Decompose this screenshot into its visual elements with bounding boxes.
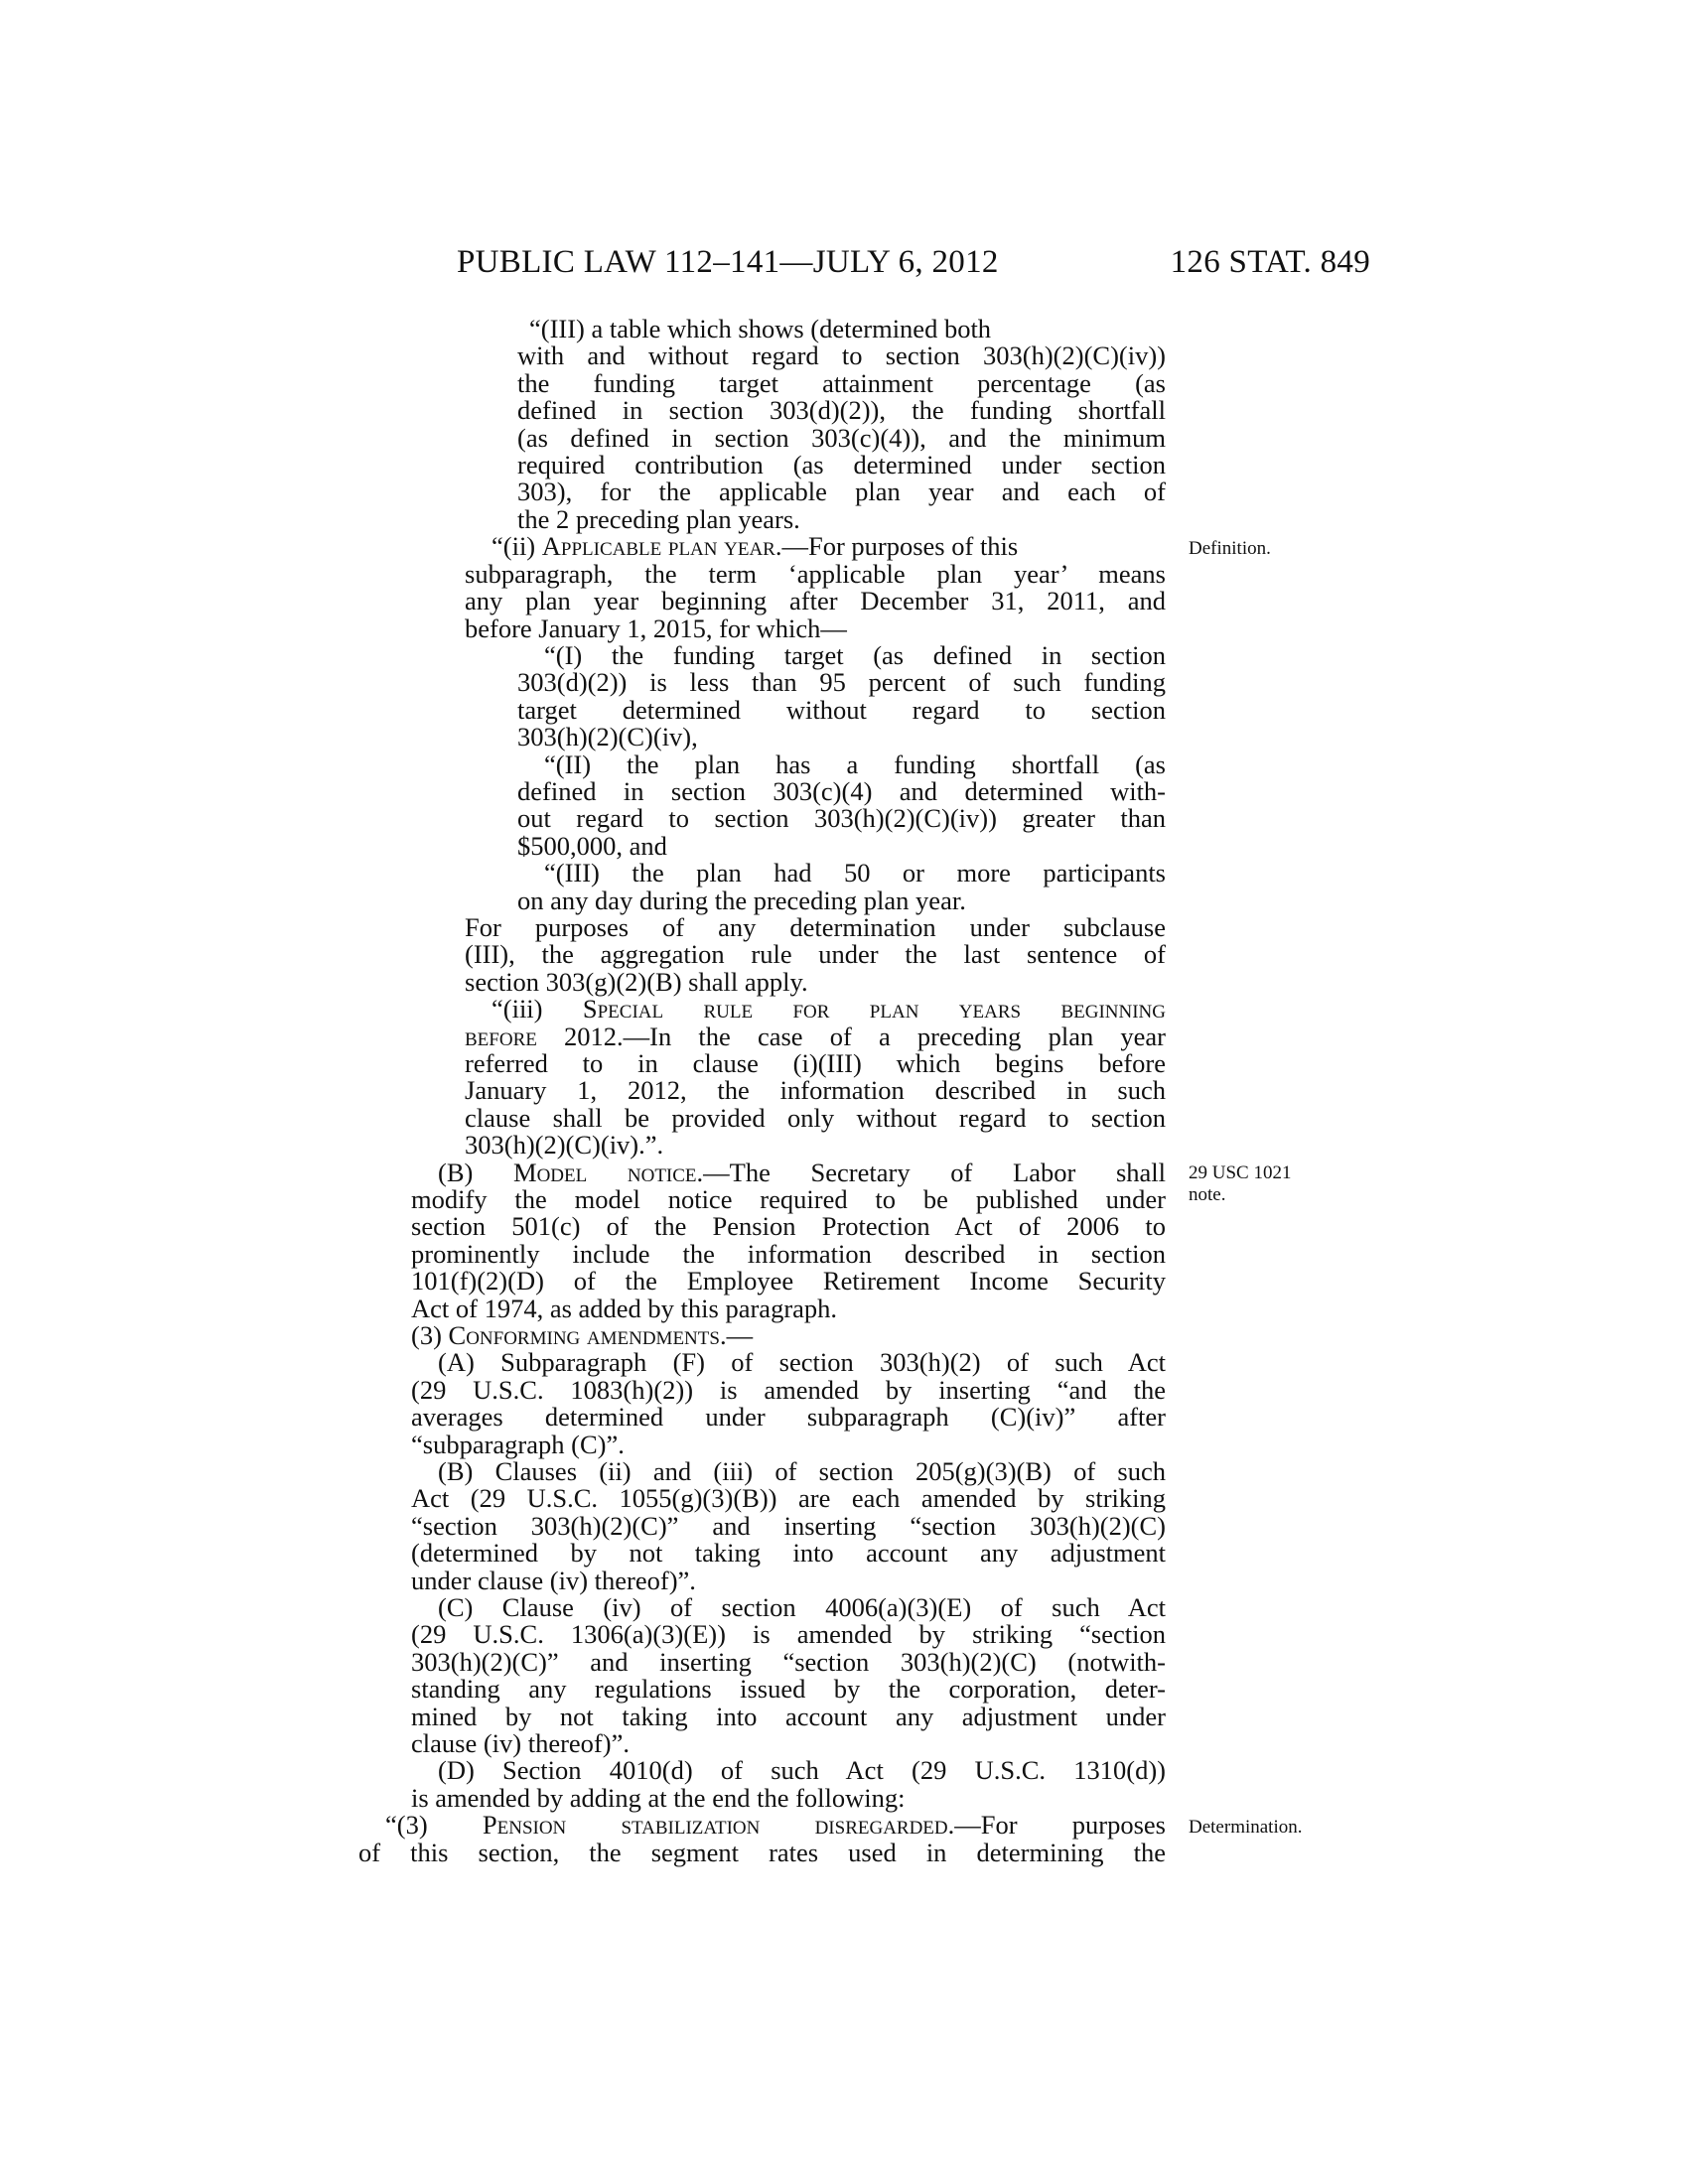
body-line: (D) Section 4010(d) of such Act (29 U.S.C. 1310(d)) [438, 1755, 1166, 1785]
section-heading: before 2012 [465, 1022, 618, 1051]
body-line: “(III) the plan had 50 or more participants [544, 858, 1166, 887]
body-line: (A) Subparagraph (F) of section 303(h)(2) of such Act [438, 1347, 1166, 1377]
body-line: is amended by adding at the end the following: [411, 1783, 906, 1813]
body-line: “(iii) Special rule for plan years beginning [492, 994, 1166, 1024]
running-header [457, 244, 1370, 284]
body-line: (as defined in section 303(c)(4)), and the minimum [517, 423, 1166, 453]
body-line: before 2012.—In the case of a preceding plan year [465, 1022, 1166, 1051]
body-line: out regard to section 303(h)(2)(C)(iv)) greater than [517, 803, 1166, 833]
body-line: 303(h)(2)(C)” and inserting “section 303(h)(2)(C) (notwith- [411, 1647, 1166, 1677]
body-line: section 303(g)(2)(B) shall apply. [465, 967, 808, 997]
body-line: with and without regard to section 303(h)(2)(C)(iv)) [517, 341, 1166, 370]
body-line: on any day during the preceding plan year. [517, 886, 966, 915]
body-line: prominently include the information described in section [411, 1239, 1166, 1269]
body-line: required contribution (as determined under section [517, 450, 1166, 479]
body-line: “(ii) Applicable plan year.—For purposes of this [492, 531, 1019, 561]
body-line: averages determined under subparagraph (C)(iv)” after [411, 1402, 1166, 1432]
body-line: clause shall be provided only without regard to section [465, 1103, 1166, 1133]
body-line: 303), for the applicable plan year and each of [517, 477, 1166, 506]
body-line: defined in section 303(c)(4) and determined with- [517, 776, 1166, 806]
body-line: 101(f)(2)(D) of the Employee Retirement Income Security [411, 1266, 1166, 1296]
body-line: under clause (iv) thereof)”. [411, 1566, 696, 1595]
body-line: standing any regulations issued by the corporation, deter- [411, 1674, 1166, 1704]
body-line: 303(h)(2)(C)(iv).”. [465, 1130, 664, 1160]
section-heading: Model notice [513, 1158, 697, 1187]
body-line: before January 1, 2015, for which— [465, 614, 847, 643]
body-line: (B) Model notice.—The Secretary of Labor shall [438, 1158, 1166, 1187]
body-line: the 2 preceding plan years. [517, 504, 800, 534]
section-heading: Conforming amendments [448, 1320, 720, 1350]
body-line: (determined by not taking into account any adjustment [411, 1538, 1166, 1568]
body-line: (III), the aggregation rule under the last sentence of [465, 939, 1166, 969]
body-line: (3) Conforming amendments.— [411, 1320, 754, 1350]
body-line: 303(d)(2)) is less than 95 percent of such funding [517, 667, 1166, 697]
body-line: Act (29 U.S.C. 1055(g)(3)(B)) are each amended by striking [411, 1483, 1166, 1513]
margin-note-determination: Determination. [1189, 1817, 1303, 1838]
body-line: the funding target attainment percentage (as [517, 368, 1166, 398]
body-line: (B) Clauses (ii) and (iii) of section 205(g)(3)(B) of such [438, 1456, 1166, 1486]
body-line: target determined without regard to section [517, 695, 1166, 725]
body-line: For purposes of any determination under subclause [465, 912, 1166, 942]
body-line: defined in section 303(d)(2)), the funding shortfall [517, 395, 1166, 425]
body-line: 303(h)(2)(C)(iv), [517, 722, 698, 751]
body-line: Act of 1974, as added by this paragraph. [411, 1294, 838, 1323]
section-heading: Special rule for plan years beginning [582, 994, 1166, 1024]
body-line: (29 U.S.C. 1306(a)(3)(E)) is amended by striking “section [411, 1619, 1166, 1649]
body-line: (C) Clause (iv) of section 4006(a)(3)(E) of such Act [438, 1592, 1166, 1622]
margin-note-usc-note: note. [1189, 1184, 1226, 1205]
public-law-citation: PUBLIC LAW 112–141—JULY 6, 2012 [457, 244, 999, 280]
body-line: “(3) Pension stabilization disregarded.—For purposes [385, 1810, 1166, 1840]
section-heading: Pension stabilization disregarded [482, 1810, 948, 1840]
body-line: “subparagraph (C)”. [411, 1430, 625, 1459]
body-line: “(II) the plan has a funding shortfall (as [544, 750, 1166, 779]
margin-note-usc: 29 USC 1021 [1189, 1162, 1292, 1183]
body-line: (29 U.S.C. 1083(h)(2)) is amended by inserting “and the [411, 1375, 1166, 1405]
body-line: “(I) the funding target (as defined in section [544, 640, 1166, 670]
body-line: “(III) a table which shows (determined both [529, 314, 992, 343]
body-line: January 1, 2012, the information described in such [465, 1075, 1166, 1105]
body-line: “section 303(h)(2)(C)” and inserting “section 303(h)(2)(C) [411, 1511, 1166, 1541]
body-line: clause (iv) thereof)”. [411, 1728, 630, 1758]
body-line: modify the model notice required to be published under [411, 1184, 1166, 1214]
section-heading: Applicable plan year [541, 531, 775, 561]
body-line: mined by not taking into account any adjustment under [411, 1702, 1166, 1731]
margin-note-definition: Definition. [1189, 538, 1271, 559]
body-line: referred to in clause (i)(III) which begins before [465, 1048, 1166, 1078]
body-line: $500,000, and [517, 831, 667, 861]
body-line: of this section, the segment rates used in determining the [358, 1838, 1166, 1867]
statute-page-number: 126 STAT. 849 [1170, 244, 1370, 280]
body-line: subparagraph, the term ‘applicable plan year’ means [465, 559, 1166, 589]
body-line: section 501(c) of the Pension Protection Act of 2006 to [411, 1211, 1166, 1241]
body-line: any plan year beginning after December 31, 2011, and [465, 586, 1166, 615]
